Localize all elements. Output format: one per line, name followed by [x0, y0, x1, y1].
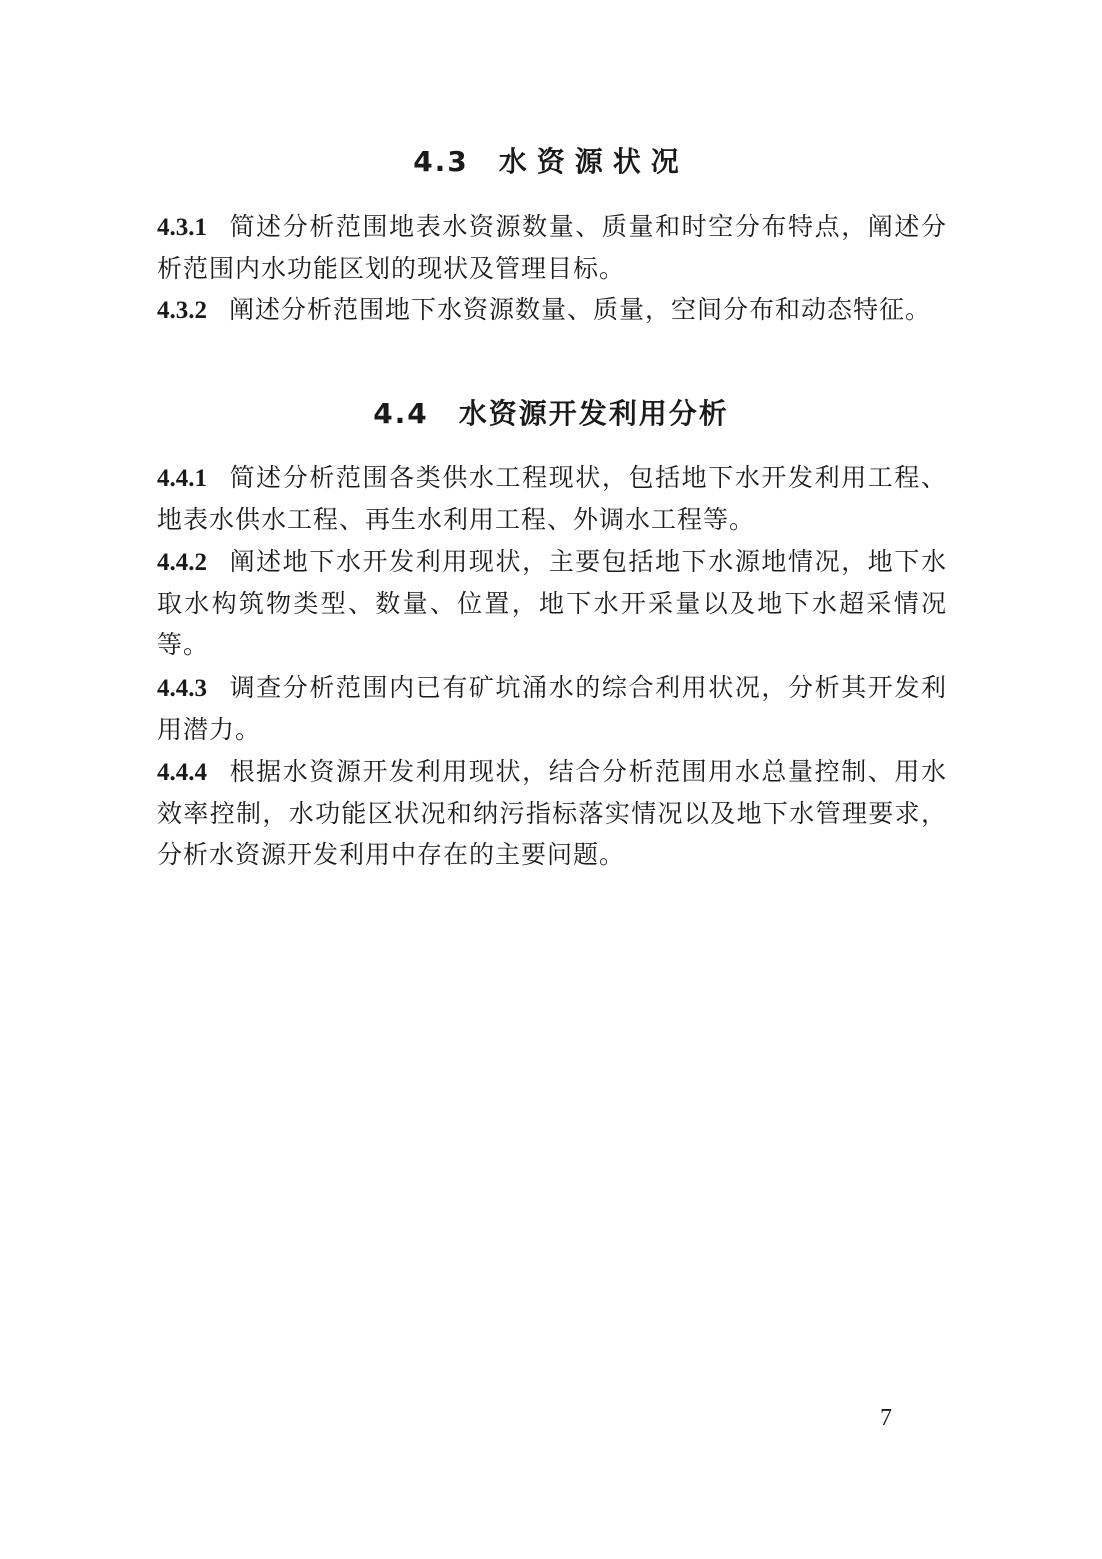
clause-text: 阐述地下水开发利用现状，主要包括地下水源地情况，地下水取水构筑物类型、数量、位置，地下水开采量以及地下水超采情况等。 — [157, 547, 947, 659]
section-heading-4-4 — [0, 394, 1102, 434]
clause-4-4-4 — [157, 751, 947, 875]
section-title: 水资源开发利用分析 — [458, 397, 729, 430]
clause-text: 阐述分析范围地下水资源数量、质量，空间分布和动态特征。 — [229, 295, 932, 324]
clause-4-3-2 — [157, 289, 947, 331]
clause-number: 4.3.2 — [157, 297, 207, 324]
clause-4-4-1 — [157, 457, 947, 540]
clause-text: 简述分析范围各类供水工程现状，包括地下水开发利用工程、地表水供水工程、再生水利用工程、外调水工程等。 — [157, 463, 947, 534]
clause-4-4-3 — [157, 667, 947, 750]
clause-number: 4.4.4 — [157, 759, 207, 786]
clause-number: 4.4.3 — [157, 675, 207, 702]
clause-text: 简述分析范围地表水资源数量、质量和时空分布特点，阐述分析范围内水功能区划的现状及管理目标。 — [157, 212, 947, 283]
section-heading-4-3 — [0, 142, 1102, 182]
clause-number: 4.3.1 — [157, 214, 207, 241]
section-number: 4.3 — [413, 145, 469, 178]
section-title: 水资源状况 — [498, 145, 689, 178]
clause-text: 根据水资源开发利用现状，结合分析范围用水总量控制、用水效率控制，水功能区状况和纳污指标落实情况以及地下水管理要求，分析水资源开发利用中存在的主要问题。 — [157, 757, 947, 869]
clause-text: 调查分析范围内已有矿坑涌水的综合利用状况，分析其开发利用潜力。 — [157, 673, 947, 744]
clause-number: 4.4.2 — [157, 549, 207, 576]
clause-4-3-1 — [157, 206, 947, 289]
section-number: 4.4 — [373, 397, 429, 430]
page-number: 7 — [880, 1405, 892, 1431]
clause-4-4-2 — [157, 541, 947, 665]
clause-number: 4.4.1 — [157, 465, 207, 492]
